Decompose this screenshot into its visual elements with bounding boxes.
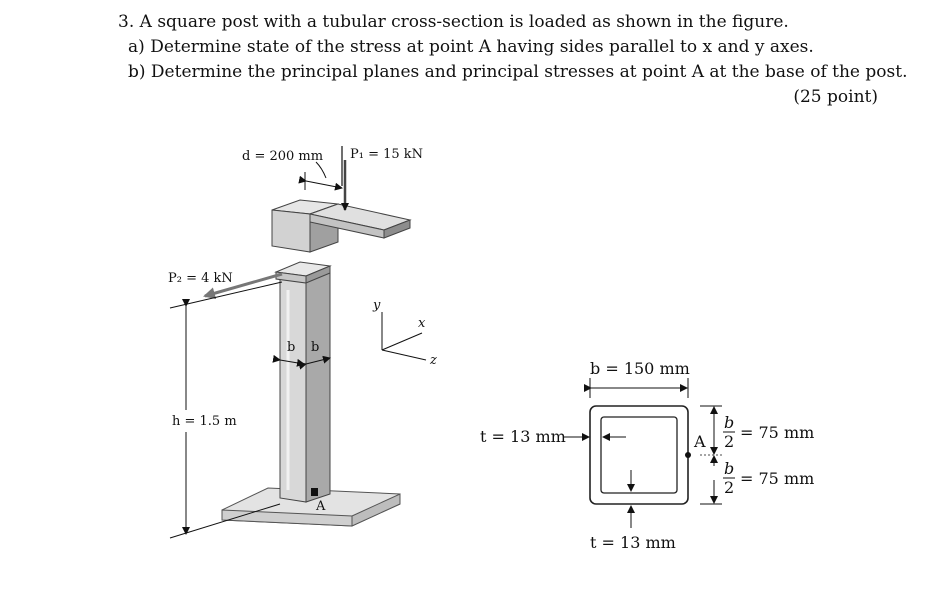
- half-b-value-1: = 75 mm: [740, 423, 815, 442]
- d-dimension: [305, 162, 342, 190]
- half-b-num-2: b: [724, 459, 735, 478]
- t-left-label: t = 13 mm: [480, 427, 566, 446]
- tube-inner: [601, 417, 677, 493]
- axis-z-label: z: [430, 353, 437, 368]
- part-a-text: Determine state of the stress at point A having sides parallel to x and y axes.: [150, 37, 814, 57]
- half-b-num-1: b: [724, 413, 735, 432]
- points-label: (25 point): [793, 87, 878, 107]
- post-bracket: [272, 200, 410, 252]
- half-b-den-2: 2: [724, 478, 735, 497]
- post-column: [280, 270, 330, 502]
- section-point-a-label: A: [694, 432, 706, 451]
- problem-number: 3.: [118, 12, 135, 32]
- p2-label: P₂ = 4 kN: [168, 271, 233, 286]
- axis-y-label: y: [373, 298, 381, 313]
- part-b-label: b): [128, 62, 146, 82]
- axis-x-label: x: [418, 316, 426, 331]
- half-b-den-1: 2: [724, 432, 735, 451]
- part-a-label: a): [128, 37, 145, 57]
- cross-section-figure: [480, 359, 814, 552]
- b-label-1: b: [287, 340, 296, 355]
- post-figure: [168, 146, 437, 538]
- d-label: d = 200 mm: [242, 149, 324, 164]
- b-width-label: b = 150 mm: [590, 359, 690, 378]
- point-a-marker: [311, 488, 318, 496]
- point-a-label: A: [316, 499, 326, 514]
- p1-label: P₁ = 15 kN: [350, 147, 424, 162]
- section-point-a-marker: [685, 452, 691, 458]
- tube-outer: [590, 406, 688, 504]
- t-bottom-label: t = 13 mm: [590, 533, 676, 552]
- part-b-text: Determine the principal planes and principal stresses at point A at the base of the post.: [150, 62, 908, 82]
- h-label: h = 1.5 m: [172, 414, 237, 429]
- half-b-value-2: = 75 mm: [740, 469, 815, 488]
- b-label-2: b: [311, 340, 320, 355]
- problem-statement: A square post with a tubular cross-section is loaded as shown in the figure.: [139, 12, 789, 32]
